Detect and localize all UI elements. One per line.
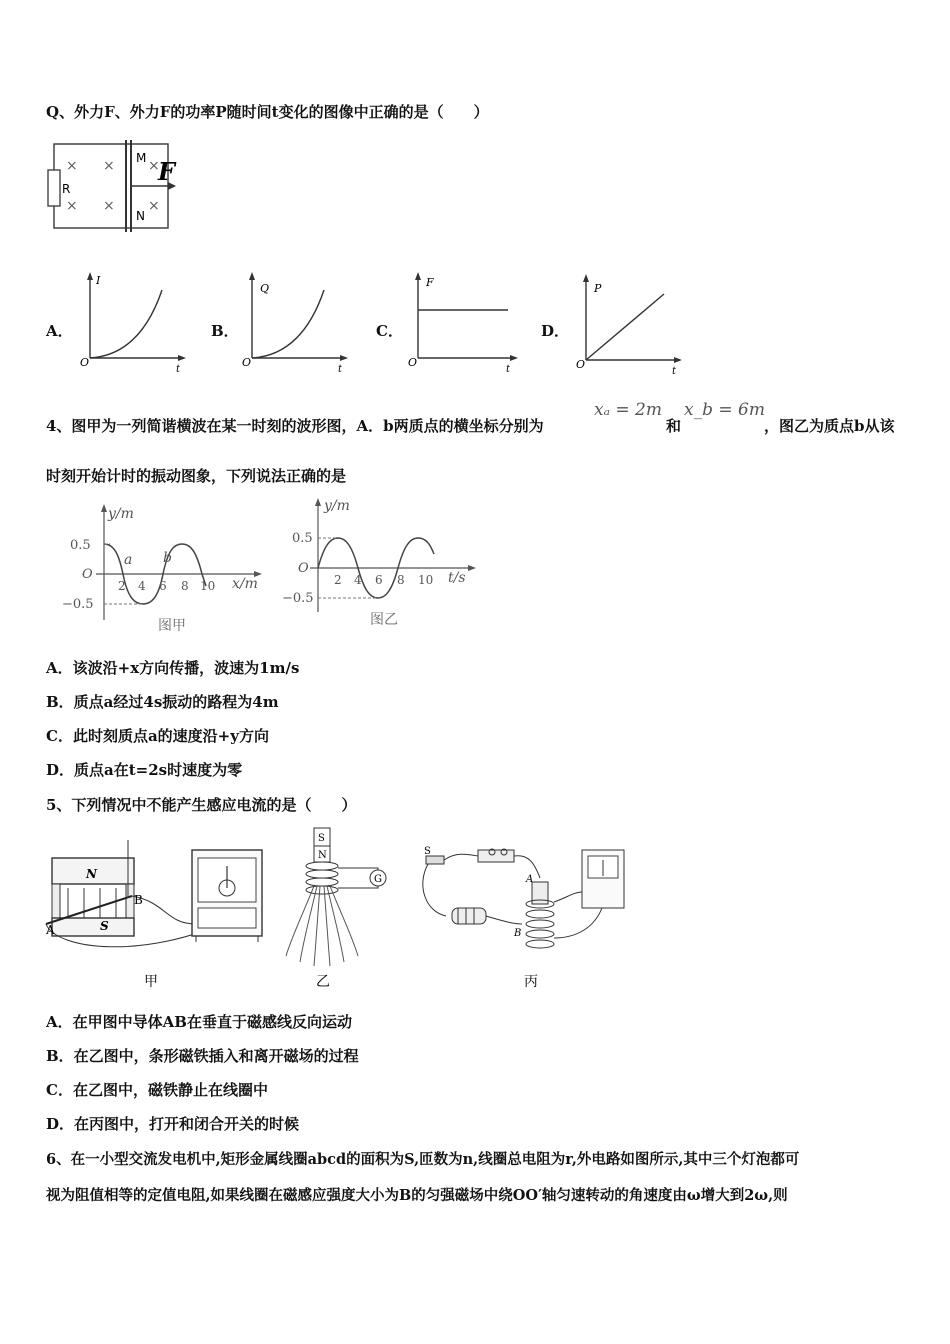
q6-line2: 视为阻值相等的定值电阻,如果线圈在磁感应强度大小为B的匀强磁场中绕OO′轴匀速转动的角速度由ω增大到2ω,则 xyxy=(46,1187,788,1204)
q4-stem-line1: 4、图甲为一列简谐横波在某一时刻的波形图，A．b两质点的横坐标分别为 xyxy=(46,417,544,435)
svg-text:A: A xyxy=(46,923,55,937)
q6-line1: 6、在一小型交流发电机中,矩形金属线圈abcd的面积为S,匝数为n,线圈总电阻为r,外电路如图所示,其中三个灯泡都可 xyxy=(46,1151,800,1168)
q5-stem: 5、下列情况中不能产生感应电流的是（ ） xyxy=(46,796,357,814)
q5-option-a[interactable]: A．在甲图中导体AB在垂直于磁感线反向运动 xyxy=(46,1013,352,1031)
q4-formula-xb: x_b = 6m xyxy=(684,400,765,420)
q4-stem-part2: ，图乙为质点b从该 xyxy=(764,417,895,435)
q4-option-d[interactable]: D．质点a在t=2s时速度为零 xyxy=(46,761,243,779)
q4-option-b[interactable]: B．质点a经过4s振动的路程为4m xyxy=(46,693,279,711)
svg-text:O: O xyxy=(408,356,418,369)
svg-text:图乙: 图乙 xyxy=(370,612,398,628)
svg-text:2: 2 xyxy=(118,579,126,593)
svg-text:甲: 甲 xyxy=(144,974,158,990)
svg-text:S: S xyxy=(424,846,431,857)
svg-text:×: × xyxy=(103,158,115,174)
q5-figure-yi xyxy=(282,826,392,992)
svg-text:P: P xyxy=(594,282,602,295)
q4-stem-line2: 时刻开始计时的振动图象，下列说法正确的是 xyxy=(46,467,347,485)
svg-text:2: 2 xyxy=(334,573,342,587)
svg-text:Q: Q xyxy=(260,282,270,295)
svg-text:×: × xyxy=(66,158,78,174)
n-label: N xyxy=(136,209,145,223)
q5-option-c[interactable]: C．在乙图中，磁铁静止在线圈中 xyxy=(46,1081,268,1099)
svg-text:O: O xyxy=(80,356,90,369)
svg-text:O: O xyxy=(242,356,252,369)
q3-stem: Q、外力F、外力F的功率P随时间t变化的图像中正确的是（ ） xyxy=(46,103,489,121)
q3-option-d-label[interactable]: D． xyxy=(541,322,570,340)
svg-text:4: 4 xyxy=(138,579,146,593)
svg-text:x/m: x/m xyxy=(232,576,258,592)
svg-text:4: 4 xyxy=(354,573,362,587)
svg-text:10: 10 xyxy=(418,573,434,587)
svg-text:B: B xyxy=(134,893,143,907)
q5-option-b[interactable]: B．在乙图中，条形磁铁插入和离开磁场的过程 xyxy=(46,1047,359,1065)
svg-text:6: 6 xyxy=(159,579,167,593)
svg-text:S: S xyxy=(318,833,325,844)
q4-option-c[interactable]: C．此时刻质点a的速度沿+y方向 xyxy=(46,727,269,745)
svg-text:图甲: 图甲 xyxy=(158,618,186,634)
q3-graph-d xyxy=(576,272,686,377)
svg-text:O: O xyxy=(298,561,309,576)
svg-text:N: N xyxy=(318,850,327,861)
q3-graph-a xyxy=(80,270,190,375)
svg-text:8: 8 xyxy=(181,579,189,593)
svg-text:N: N xyxy=(86,867,97,881)
svg-text:t: t xyxy=(176,364,181,375)
svg-text:×: × xyxy=(66,198,78,214)
svg-text:O: O xyxy=(82,567,93,582)
svg-text:10: 10 xyxy=(200,579,216,593)
svg-text:y/m: y/m xyxy=(108,506,134,522)
q5-option-d[interactable]: D．在丙图中，打开和闭合开关的时候 xyxy=(46,1115,300,1133)
svg-text:B: B xyxy=(514,928,522,939)
q3-option-c-label[interactable]: C． xyxy=(376,322,403,340)
q5-figure-jia xyxy=(46,832,271,992)
q4-option-a[interactable]: A．该波沿+x方向传播，波速为1m/s xyxy=(46,659,300,677)
q4-stem-and: 和 xyxy=(666,417,682,435)
q4-wave-figure-jia xyxy=(60,500,275,640)
svg-text:O: O xyxy=(576,358,586,371)
svg-text:丙: 丙 xyxy=(524,974,538,990)
q4-vibration-figure-yi xyxy=(282,494,488,634)
q3-graph-b xyxy=(242,270,352,375)
svg-text:I: I xyxy=(96,274,101,287)
force-label: F xyxy=(158,157,176,186)
svg-text:0.5: 0.5 xyxy=(70,538,91,553)
svg-text:0.5: 0.5 xyxy=(292,531,313,546)
m-label: M xyxy=(136,151,147,165)
svg-text:b: b xyxy=(163,550,172,566)
svg-text:乙: 乙 xyxy=(316,974,330,990)
svg-text:y/m: y/m xyxy=(324,498,350,514)
q3-circuit-diagram xyxy=(48,140,178,232)
svg-text:8: 8 xyxy=(397,573,405,587)
q3-option-a-label[interactable]: A． xyxy=(46,322,73,340)
svg-text:−0.5: −0.5 xyxy=(282,591,314,606)
q3-graph-c xyxy=(408,270,523,375)
q3-option-b-label[interactable]: B． xyxy=(211,322,239,340)
svg-text:−0.5: −0.5 xyxy=(62,597,94,612)
svg-text:G: G xyxy=(374,874,382,885)
q4-formula-xa: xₐ = 2m xyxy=(594,400,662,420)
svg-text:×: × xyxy=(103,198,115,214)
svg-text:t: t xyxy=(672,366,677,377)
svg-text:t: t xyxy=(338,364,343,375)
svg-text:6: 6 xyxy=(375,573,383,587)
svg-text:×: × xyxy=(148,198,160,214)
svg-text:×: × xyxy=(148,158,160,174)
q5-figure-bing xyxy=(416,842,636,992)
svg-text:a: a xyxy=(124,552,133,568)
svg-text:F: F xyxy=(426,276,434,289)
svg-text:A: A xyxy=(526,874,534,885)
r-label: R xyxy=(62,182,71,196)
svg-text:t/s: t/s xyxy=(448,570,466,586)
svg-text:S: S xyxy=(100,919,109,933)
svg-text:t: t xyxy=(506,364,511,375)
